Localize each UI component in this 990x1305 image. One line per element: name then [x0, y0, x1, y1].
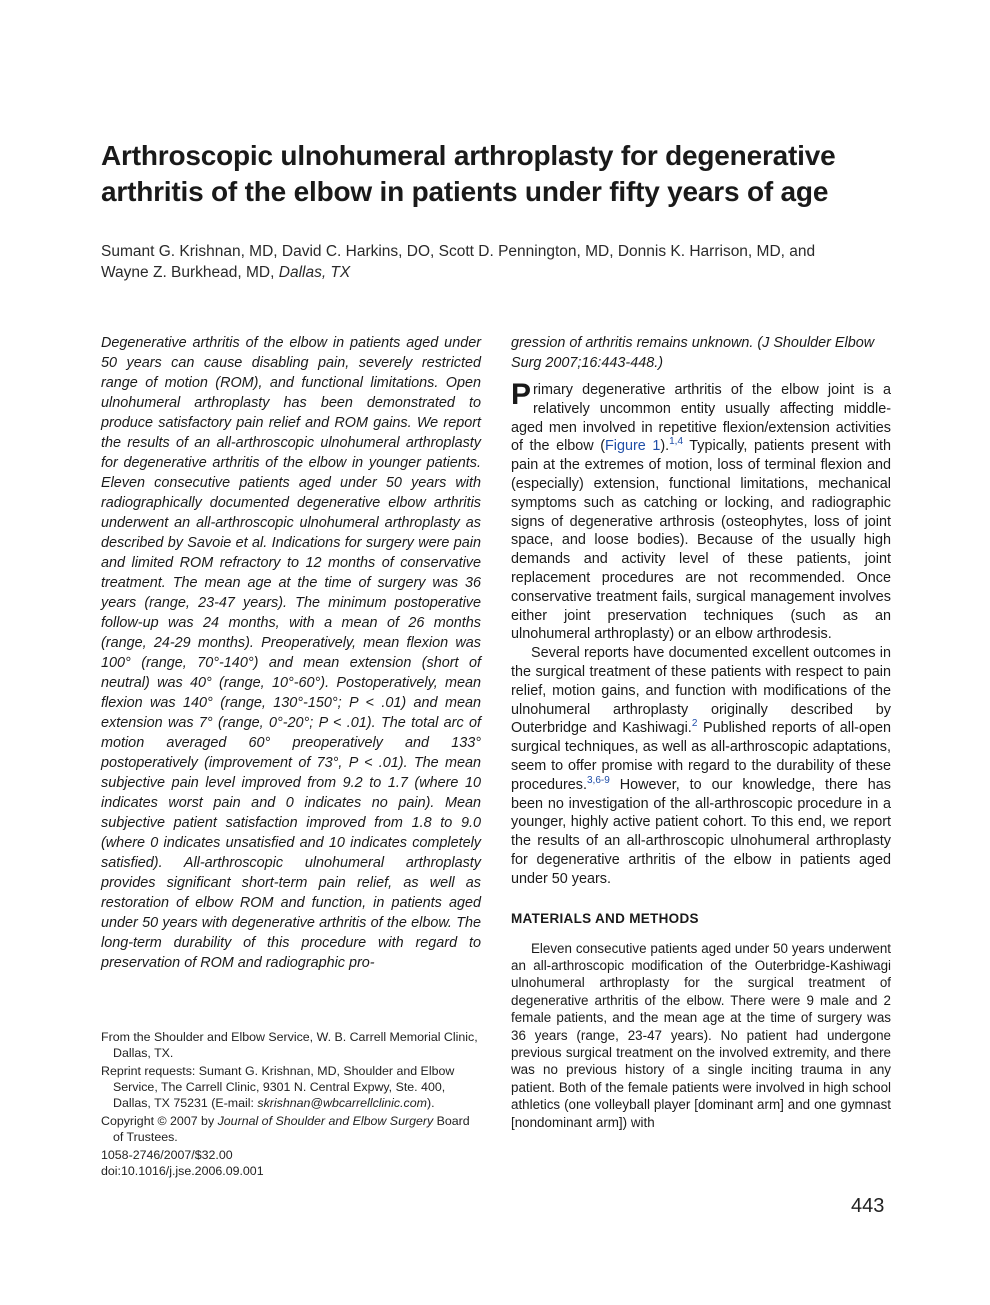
methods-paragraph-1: Eleven consecutive patients aged under 50 years underwent an all-arthroscopic modification of the Outerbridge-Kashiwagi ulnohumeral arthroplasty for the surgical treatment of degenerative arthritis of the elbow. There were 9 male and 2 female patients, and the mean age at the time of surgery was 36 years (range, 23-47 years). No patient had undergone previous surgical treatment on the involved extremity, and there was no previous history of a single inciting trauma in any patient. Both of the female patients were involved in high school athletics (one volleyball player [dominant arm] and one gymnast [nondominant arm]) with [511, 940, 891, 1130]
left-column [101, 333, 481, 973]
citation-ref-2[interactable]: 2 [691, 718, 698, 730]
footnote-reprint-text: Reprint requests: Sumant G. Krishnan, MD, Shoulder and Elbow Service, The Carrell Clinic, 9301 N. Central Expwy, Ste. 400, Dallas, TX 75231 (E-mail: [101, 1064, 455, 1110]
copyright-text: Copyright © 2007 by [101, 1114, 218, 1128]
footnote-doi: doi:10.1016/j.jse.2006.09.001 [101, 1164, 264, 1178]
author-names: Sumant G. Krishnan, MD, David C. Harkins, DO, Scott D. Pennington, MD, Donnis K. Harrison, MD, and Wayne Z. Burkhead, MD, [101, 243, 816, 281]
intro-p2-text-c: However, to our knowledge, there has been no investigation of the all-arthroscopic procedure in a younger, highly active patient cohort. To this end, we report the results of an all-arthroscopic ulnohumeral arthroplasty for degenerative arthritis of the elbow in patients aged under 50 years. [511, 776, 891, 887]
abstract-text: Degenerative arthritis of the elbow in patients aged under 50 years can cause disabling pain, severely restricted range of motion (ROM), and functional limitations. Open ulnohumeral arthroplasty has been demonstrated to produce satisfactory pain relief and ROM gains. We report the results of an all-arthroscopic ulnohumeral arthroplasty for degenerative arthritis of the elbow in younger patients. Eleven consecutive patients aged under 50 years with radiographically documented degenerative elbow arthritis underwent an all-arthroscopic ulnohumeral arthroplasty as described by Savoie et al. Indications for surgery were pain and limited ROM refractory to 12 months of conservative treatment. The mean age at the time of surgery was 36 years (range, 23-47 years). The minimum postoperative follow-up was 24 months, with a mean of 26 months (range, 24-29 months). Preoperatively, mean flexion was 100° (range, 70°-140°) and mean extension (short of neutral) was 40° (range, 10°-60°). Postoperatively, mean flexion was 140° (range, 130°-150°; P < .01) and mean extension was 7° (range, 0°-20°; P < .01). The total arc of motion averaged 60° preoperatively and 133° postoperatively (improvement of 73°, P < .01). The mean subjective pain level improved from 9.2 to 1.7 (where 10 indicates worst pain and 0 indicates no pain). Mean subjective patient satisfaction improved from 1.8 to 9.0 (where 0 indicates unsatisfied and 10 indicates completely satisfied). All-arthroscopic ulnohumeral arthroplasty provides significant short-term pain relief, as well as restoration of elbow ROM and function, in patients aged under 50 years with degenerative arthritis of the elbow. The long-term durability of this procedure with regard to preservation of ROM and radiographic pro- [101, 335, 481, 971]
abstract-continued: gression of arthritis remains unknown. (J Shoulder Elbow Surg 2007;16:443-448.) [511, 335, 875, 371]
footnote-reprint-end: ). [426, 1096, 435, 1110]
section-heading-methods: MATERIALS AND METHODS [511, 910, 699, 926]
figure-1-link[interactable]: Figure 1 [605, 438, 661, 455]
intro-p1-text-c: Typically, patients present with pain at the extremes of motion, loss of terminal flexion and (especially) extension, functional limitations, mechanical symptoms such as catching or locking, and radiographic signs of degenerative arthrosis (osteophytes, loss of joint space, and loose bodies). Because of the usually high demands and activity level of these patients, joint replacement procedures are not recommended. Once conservative treatment fails, surgical management involves either joint preservation techniques (such as an ulnohumeral arthroplasty) or an elbow arthrodesis. [511, 438, 891, 643]
intro-p1-text-b: ). [660, 438, 670, 455]
intro-p2-text-b: Published reports of all-open surgical techniques, as well as all-arthroscopic adaptations, seem to offer promise with regard to the durability of these procedures. [511, 720, 891, 793]
footnote-email-link[interactable]: skrishnan@wbcarrellclinic.com [257, 1096, 427, 1110]
right-column [511, 333, 891, 1131]
intro-p2-text-a: Several reports have documented excellent outcomes in the surgical treatment of these patients with respect to pain relief, motion gains, and function with modifications of the ulnohumeral arthroplasty originally described by Outerbridge and Kashiwagi. [511, 645, 891, 737]
footnote-issn: 1058-2746/2007/$32.00 [101, 1148, 233, 1162]
drop-cap: P [511, 378, 532, 411]
copyright-journal: Journal of Shoulder and Elbow Surgery [217, 1114, 434, 1128]
author-location: Dallas, TX [278, 264, 351, 281]
article-title: Arthroscopic ulnohumeral arthroplasty for degenerative arthritis of the elbow in patients under fifty years of age [101, 140, 836, 207]
citation-ref-1-4[interactable]: 1,4 [669, 436, 684, 448]
footnote-reprint [101, 1063, 483, 1111]
footnote-affiliation: From the Shoulder and Elbow Service, W. B. Carrell Memorial Clinic, Dallas, TX. [101, 1030, 478, 1060]
footnote-copyright [101, 1113, 483, 1145]
copyright-board: Board of Trustees. [113, 1114, 470, 1144]
intro-p1-text-a: rimary degenerative arthritis of the elbow joint is a relatively uncommon entity usually affecting middle-aged men involved in repetitive flexion/extension activities of the elbow ( [511, 382, 891, 455]
intro-paragraph-2 [511, 644, 891, 888]
author-list [101, 241, 861, 283]
footnotes [101, 1029, 483, 1179]
citation-ref-3-6-9[interactable]: 3,6-9 [587, 774, 610, 786]
intro-paragraph-1 [511, 378, 891, 644]
page-number: 443 [851, 1195, 885, 1217]
